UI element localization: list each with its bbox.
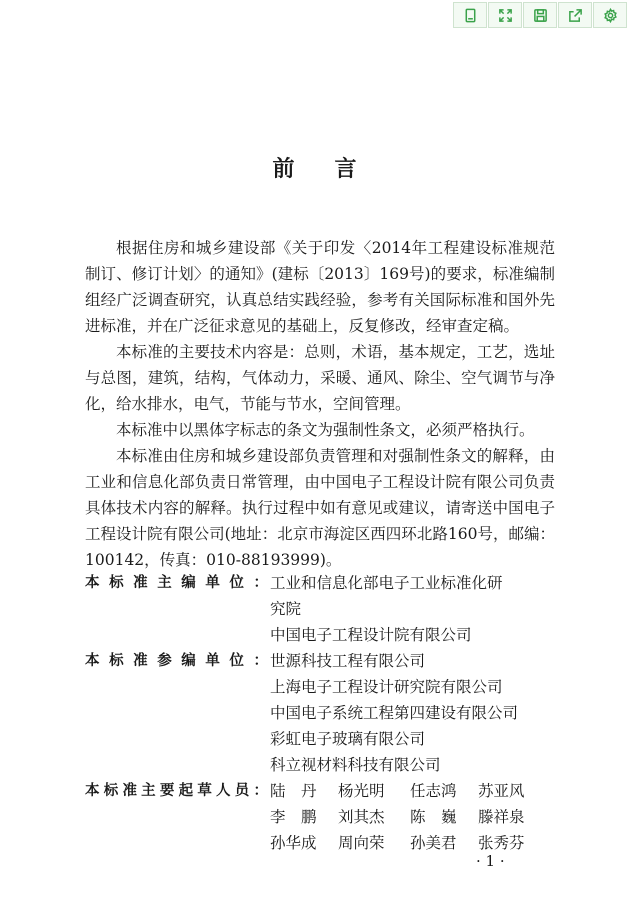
single-page-button[interactable] [453, 2, 487, 28]
drafter-name: 刘其杰 [338, 808, 385, 826]
org-name: 上海电子工程设计研究院有限公司 [270, 678, 503, 696]
drafter-name: 杨光明 [338, 782, 385, 800]
drafters-row [85, 778, 555, 856]
drafter-name: 任志鸿 [410, 782, 457, 800]
org-name: 中国电子系统工程第四建设有限公司 [270, 704, 519, 722]
drafter-name: 孙华成 [270, 834, 317, 852]
share-button[interactable] [558, 2, 592, 28]
paragraph: 本标准由住房和城乡建设部负责管理和对强制性条文的解释，由工业和信息化部负责日常管理，由中国电子工程设计院有限公司负责具体技术内容的解释。执行过程中如有意见或建议，请寄送中国电子工程设计院有限公司(地址：北京市海淀区西四环北路160号，邮编：100142，传真：010-88193999)。 [85, 447, 555, 569]
drafter-name: 周向荣 [338, 834, 385, 852]
drafter-name: 李 鹏 [270, 808, 317, 826]
org-name: 中国电子工程设计院有限公司 [270, 626, 472, 644]
viewer-toolbar [452, 2, 627, 28]
chief-editor-row [85, 570, 555, 648]
paragraph: 本标准的主要技术内容是：总则，术语，基本规定，工艺，选址与总图，建筑，结构，气体动力，采暖、通风、除尘、空气调节与净化，给水排水，电气，节能与节水，空间管理。 [85, 343, 555, 413]
drafters-label: 本标准主要起草人员： [85, 783, 268, 799]
save-button[interactable] [523, 2, 557, 28]
fullscreen-button[interactable] [488, 2, 522, 28]
settings-button[interactable] [593, 2, 627, 28]
drafters-list [270, 778, 555, 856]
settings-icon [603, 8, 618, 23]
preface-body [85, 235, 555, 573]
participants-list [270, 648, 555, 778]
paragraph: 本标准中以黑体字标志的条文为强制性条文，必须严格执行。 [116, 421, 535, 439]
chief-editor-label: 本标准主编单位： [85, 575, 268, 591]
org-name: 彩虹电子玻璃有限公司 [270, 730, 426, 748]
drafter-name: 孙美君 [410, 834, 457, 852]
share-icon [568, 8, 583, 23]
fullscreen-icon [498, 8, 513, 23]
drafter-name: 陈 巍 [410, 808, 457, 826]
single-page-icon [463, 8, 478, 23]
participants-label: 本标准参编单位： [85, 653, 268, 669]
drafter-name: 苏亚风 [478, 782, 525, 800]
page-title: 前言 [272, 157, 397, 182]
contributors-section [85, 570, 555, 856]
org-name: 世源科技工程有限公司 [270, 652, 426, 670]
save-icon [533, 8, 548, 23]
participants-row [85, 648, 555, 778]
drafter-name: 陆 丹 [270, 782, 317, 800]
paragraph: 根据住房和城乡建设部《关于印发〈2014年工程建设标准规范制订、修订计划〉的通知》(建标〔2013〕169号)的要求，标准编制组经广泛调查研究，认真总结实践经验，参考有关国际标准和国外先进标准，并在广泛征求意见的基础上，反复修改，经审查定稿。 [85, 239, 555, 335]
org-name: 工业和信息化部电子工业标准化研 [270, 574, 503, 592]
org-name: 究院 [270, 600, 302, 618]
page-number: · 1 · [476, 852, 505, 870]
drafter-name: 滕祥泉 [478, 808, 525, 826]
drafter-name: 张秀芬 [478, 834, 525, 852]
chief-editor-list [270, 570, 555, 648]
org-name: 科立视材料科技有限公司 [270, 756, 441, 774]
